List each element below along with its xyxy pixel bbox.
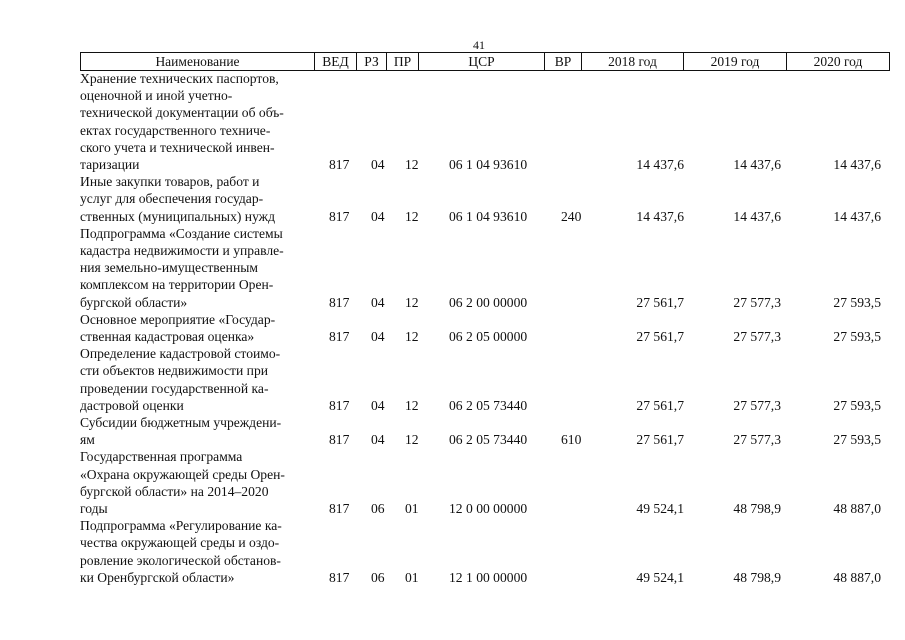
row-name	[80, 311, 312, 345]
col-header-vr: ВР	[545, 53, 582, 71]
table-row	[80, 173, 889, 225]
cell-y2020: 14 437,6	[833, 157, 881, 173]
cell-rz: 04	[371, 294, 385, 310]
row-name-line: чества окружающей среды и оздо-	[80, 535, 280, 551]
col-header-ved: ВЕД	[315, 53, 357, 71]
cell-y2018: 49 524,1	[636, 569, 684, 585]
cell-y2018: 27 561,7	[636, 432, 684, 448]
row-name-line: ственная кадастровая оценка»	[80, 329, 255, 345]
row-name	[80, 70, 312, 173]
table-header	[80, 52, 890, 71]
cell-csr: 12 1 00 00000	[449, 569, 528, 585]
cell-csr: 06 2 05 00000	[449, 329, 528, 345]
cell-ved: 817	[329, 329, 350, 345]
cell-y2020: 27 593,5	[833, 329, 881, 345]
cell-y2020: 27 593,5	[833, 294, 881, 310]
row-name-line: Подпрограмма «Создание системы	[80, 225, 283, 241]
row-name	[80, 414, 312, 448]
row-name-line: бургской области»	[80, 294, 188, 310]
row-name-line: Хранение технических паспортов,	[80, 71, 279, 86]
cell-y2018: 49 524,1	[636, 501, 684, 517]
cell-ved: 817	[329, 569, 350, 585]
table-row	[80, 448, 889, 517]
cell-rz: 06	[371, 501, 385, 517]
row-name-line: дастровой оценки	[80, 397, 184, 413]
cell-rz: 04	[371, 157, 385, 173]
row-name-line: бургской области» на 2014–2020	[80, 483, 269, 499]
table-row	[80, 311, 889, 345]
row-name-line: ского учета и технической инвен-	[80, 139, 275, 155]
cell-pr: 12	[405, 397, 419, 413]
cell-vr: 610	[561, 432, 582, 448]
cell-y2018: 27 561,7	[636, 329, 684, 345]
cell-csr: 06 2 05 73440	[449, 432, 528, 448]
table-row	[80, 414, 889, 448]
table-body	[80, 70, 889, 586]
cell-rz: 04	[371, 432, 385, 448]
cell-rz: 04	[371, 208, 385, 224]
cell-y2020: 14 437,6	[833, 208, 881, 224]
row-name-line: проведении государственной ка-	[80, 380, 269, 396]
table-row	[80, 225, 889, 311]
row-name-line: ям	[80, 432, 95, 448]
cell-y2019: 27 577,3	[733, 397, 781, 413]
cell-pr: 12	[405, 157, 419, 173]
cell-y2020: 48 887,0	[833, 569, 881, 585]
cell-y2019: 48 798,9	[733, 501, 781, 517]
cell-y2019: 48 798,9	[733, 569, 781, 585]
col-header-rz: РЗ	[357, 53, 387, 71]
cell-y2018: 14 437,6	[636, 157, 684, 173]
cell-csr: 06 1 04 93610	[449, 208, 528, 224]
row-name-line: таризации	[80, 157, 140, 173]
cell-pr: 12	[405, 432, 419, 448]
col-header-2018: 2018 год	[582, 53, 684, 71]
cell-csr: 06 1 04 93610	[449, 157, 528, 173]
row-name-line: Иные закупки товаров, работ и	[80, 174, 260, 190]
cell-ved: 817	[329, 501, 350, 517]
cell-y2020: 48 887,0	[833, 501, 881, 517]
row-name-line: Государственная программа	[80, 449, 243, 465]
row-name	[80, 173, 312, 225]
cell-ved: 817	[329, 432, 350, 448]
col-header-pr: ПР	[387, 53, 419, 71]
col-header-csr: ЦСР	[419, 53, 545, 71]
row-name-line: Подпрограмма «Регулирование ка-	[80, 518, 282, 534]
col-header-name: Наименование	[81, 53, 315, 71]
col-header-2020: 2020 год	[787, 53, 890, 71]
cell-pr: 01	[405, 569, 419, 585]
cell-y2018: 27 561,7	[636, 397, 684, 413]
cell-pr: 12	[405, 208, 419, 224]
cell-csr: 12 0 00 00000	[449, 501, 528, 517]
cell-csr: 06 2 05 73440	[449, 397, 528, 413]
row-name	[80, 345, 312, 414]
row-name	[80, 225, 312, 311]
row-name-line: ектах государственного техниче-	[80, 122, 271, 138]
cell-csr: 06 2 00 00000	[449, 294, 528, 310]
cell-ved: 817	[329, 397, 350, 413]
cell-y2018: 14 437,6	[636, 208, 684, 224]
cell-y2018: 27 561,7	[636, 294, 684, 310]
row-name-line: Субсидии бюджетным учреждени-	[80, 415, 282, 431]
row-name	[80, 448, 312, 517]
row-name-line: годы	[80, 501, 108, 517]
cell-ved: 817	[329, 157, 350, 173]
cell-y2019: 27 577,3	[733, 294, 781, 310]
row-name-line: «Охрана окружающей среды Орен-	[80, 466, 285, 482]
cell-y2019: 27 577,3	[733, 432, 781, 448]
row-name-line: услуг для обеспечения государ-	[80, 191, 264, 207]
cell-rz: 04	[371, 397, 385, 413]
cell-y2020: 27 593,5	[833, 397, 881, 413]
table-row	[80, 345, 889, 414]
row-name-line: Определение кадастровой стоимо-	[80, 346, 281, 362]
cell-y2019: 27 577,3	[733, 329, 781, 345]
row-name-line: технической документации об объ-	[80, 105, 284, 121]
row-name	[80, 517, 312, 586]
table-row	[80, 517, 889, 586]
cell-y2019: 14 437,6	[733, 208, 781, 224]
row-name-line: ровление экологической обстанов-	[80, 552, 281, 568]
row-name-line: Основное мероприятие «Государ-	[80, 311, 276, 327]
cell-pr: 12	[405, 294, 419, 310]
cell-rz: 04	[371, 329, 385, 345]
cell-ved: 817	[329, 294, 350, 310]
table-row	[80, 70, 889, 173]
row-name-line: комплексом на территории Орен-	[80, 277, 274, 293]
cell-vr: 240	[561, 208, 582, 224]
row-name-line: оценочной и иной учетно-	[80, 88, 233, 104]
cell-rz: 06	[371, 569, 385, 585]
cell-pr: 12	[405, 329, 419, 345]
row-name-line: ки Оренбургской области»	[80, 569, 235, 585]
row-name-line: ния земельно-имущественным	[80, 260, 258, 276]
row-name-line: кадастра недвижимости и управле-	[80, 243, 284, 259]
cell-y2020: 27 593,5	[833, 432, 881, 448]
cell-ved: 817	[329, 208, 350, 224]
page-number: 41	[473, 38, 485, 52]
row-name-line: сти объектов недвижимости при	[80, 363, 269, 379]
col-header-2019: 2019 год	[684, 53, 787, 71]
cell-pr: 01	[405, 501, 419, 517]
row-name-line: ственных (муниципальных) нужд	[80, 208, 275, 224]
cell-y2019: 14 437,6	[733, 157, 781, 173]
